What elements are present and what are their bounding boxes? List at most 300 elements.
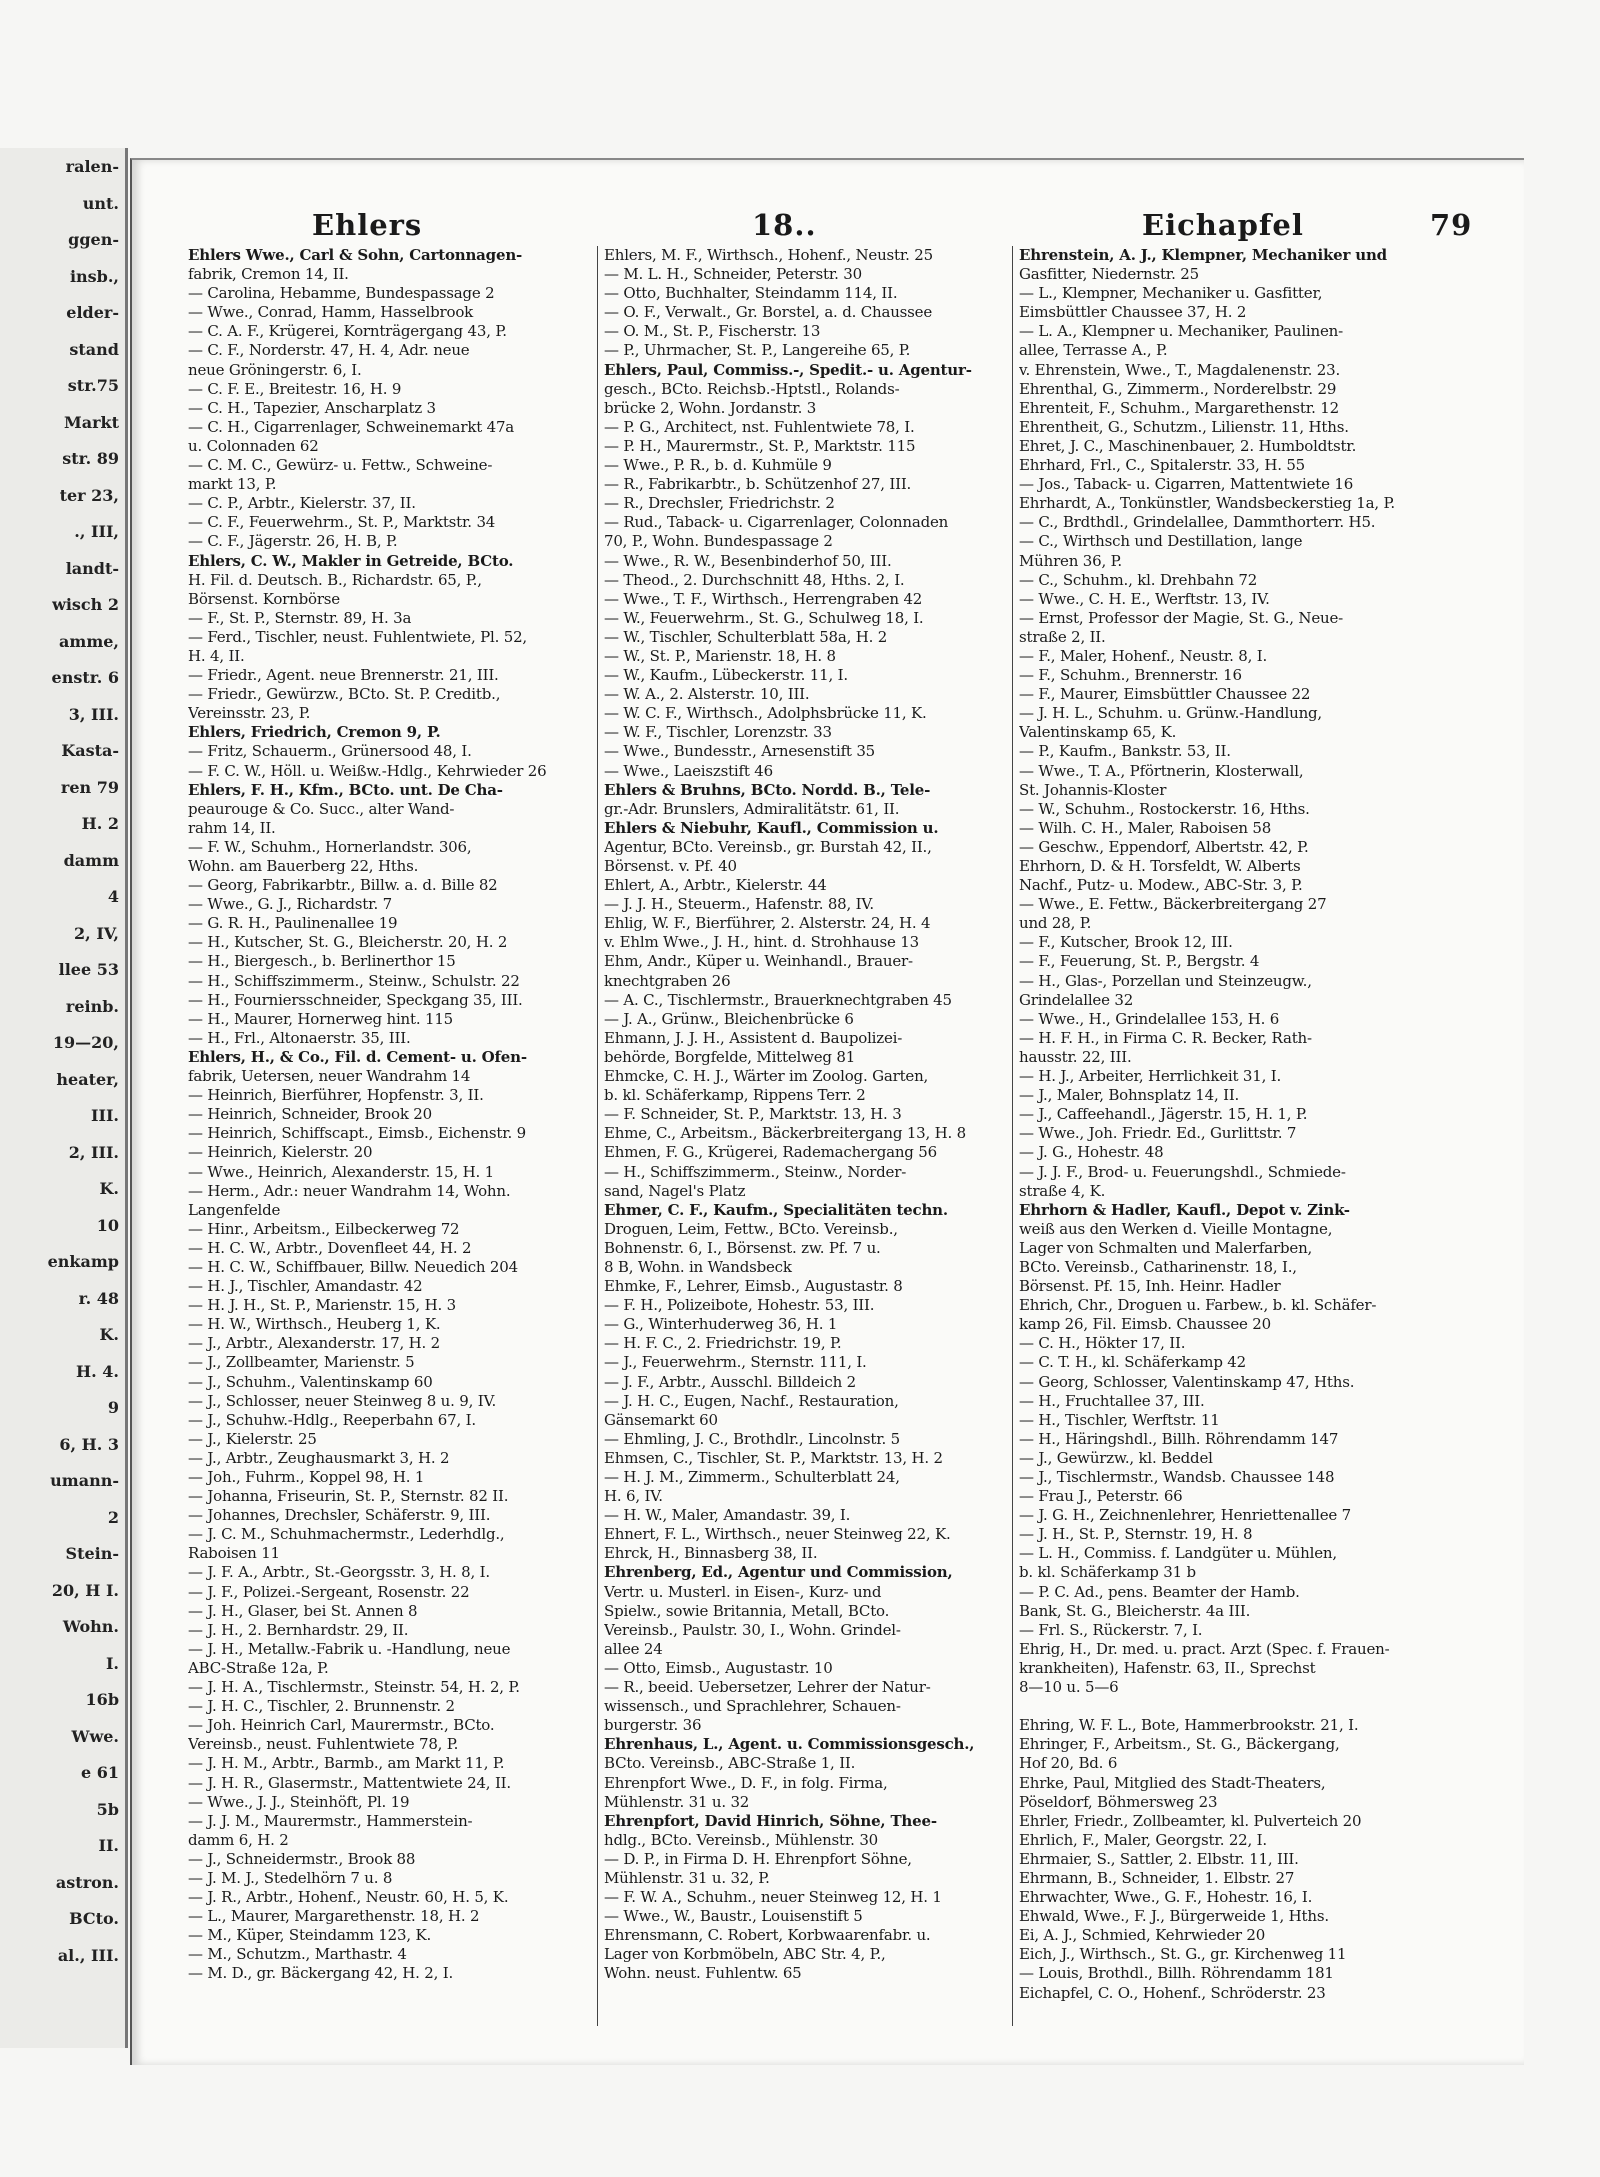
left-page-fragment: H. 4. [76, 1361, 119, 1381]
directory-entry-line: gesch., BCto. Reichsb.-Hptstl., Rolands- [604, 379, 900, 398]
directory-entry-line: — Otto, Eimsb., Augustastr. 10 [604, 1658, 833, 1677]
directory-entry-line: — C. H., Tapezier, Anscharplatz 3 [188, 398, 436, 417]
directory-entry-line: — Georg, Fabrikarbtr., Billw. a. d. Bille 82 [188, 876, 498, 895]
left-page-fragment: r. 48 [78, 1288, 119, 1308]
directory-entry-line: Ehrenstein, A. J., Klempner, Mechaniker und [1019, 246, 1387, 264]
directory-entry-line: — Louis, Brothdl., Billh. Röhrendamm 181 [1019, 1964, 1334, 1983]
left-page-fragment: 4 [107, 887, 119, 906]
directory-entry-line: Börsenst. v. Pf. 40 [604, 857, 737, 875]
directory-entry-line: — H. J., Arbeiter, Herrlichkeit 31, I. [1019, 1067, 1282, 1086]
directory-entry-line: — J., Caffeehandl., Jägerstr. 15, H. 1, P. [1019, 1105, 1308, 1124]
directory-entry-line: — H. F. C., 2. Friedrichstr. 19, P. [604, 1334, 842, 1353]
directory-entry-line: — Friedr., Gewürzw., BCto. St. P. Creditb., [188, 685, 501, 704]
left-page-fragment: 9 [107, 1398, 119, 1417]
left-page-fragment: amme, [59, 631, 119, 651]
directory-column-3 [1019, 246, 1424, 2003]
directory-entry-line: — M., Schutzm., Marthastr. 4 [188, 1945, 407, 1964]
directory-entry-line: Vertr. u. Musterl. in Eisen-, Kurz- und [604, 1582, 882, 1601]
directory-entry-line: — R., beeid. Uebersetzer, Lehrer der Natur- [604, 1678, 931, 1697]
directory-entry-line: — J. H. A., Tischlermstr., Steinstr. 54, H. 2, P. [188, 1678, 520, 1697]
directory-entry-line: — Ernst, Professor der Magie, St. G., Neue- [1019, 608, 1344, 627]
directory-entry-line: — J. H. C., Eugen, Nachf., Restauration, [604, 1391, 899, 1410]
directory-entry-line: — Joh., Fuhrm., Koppel 98, H. 1 [188, 1468, 425, 1486]
directory-entry-line: Ehrler, Friedr., Zollbeamter, kl. Pulverteich 20 [1019, 1811, 1362, 1830]
directory-entry-line: — F., Schuhm., Brennerstr. 16 [1019, 666, 1242, 685]
directory-entry-line: — G., Winterhuderweg 36, H. 1 [604, 1315, 838, 1334]
directory-entry-line: — Wwe., W., Baustr., Louisenstift 5 [604, 1907, 863, 1926]
directory-entry-line: brücke 2, Wohn. Jordanstr. 3 [604, 398, 817, 417]
directory-entry-line: — J., Feuerwehrm., Sternstr. 111, I. [604, 1353, 867, 1372]
directory-entry-line: — L. H., Commiss. f. Landgüter u. Mühlen, [1019, 1544, 1337, 1563]
directory-entry-line: — H., Fourniersschneider, Speckgang 35, III. [188, 990, 523, 1009]
directory-entry-line: — C. H., Cigarrenlager, Schweinemarkt 47a [188, 417, 515, 436]
directory-entry-line: — J., Tischlermstr., Wandsb. Chaussee 148 [1019, 1468, 1335, 1486]
directory-entry-line: — H., Schiffszimmerm., Steinw., Norder- [604, 1162, 907, 1181]
left-page-fragment: 3, III. [68, 704, 119, 724]
directory-entry-line: — H. F. H., in Firma C. R. Becker, Rath- [1019, 1028, 1312, 1047]
left-page-fragment: 16b [85, 1690, 119, 1709]
directory-entry-line: — Wwe., C. H. E., Werftstr. 13, IV. [1019, 589, 1270, 608]
directory-entry-line: Ehret, J. C., Maschinenbauer, 2. Humboldtstr. [1019, 436, 1357, 455]
left-page-fragment: K. [99, 1179, 119, 1198]
directory-entry-line: Ehrig, H., Dr. med. u. pract. Arzt (Spec. f. Frauen- [1019, 1639, 1390, 1658]
directory-entry-line: — C. A. F., Krügerei, Kornträgergang 43, P. [188, 322, 507, 341]
directory-entry-line: Ehrmann, B., Schneider, 1. Elbstr. 27 [1019, 1868, 1295, 1887]
directory-entry-line: Ehmke, F., Lehrer, Eimsb., Augustastr. 8 [604, 1277, 903, 1296]
directory-entry-line: — C. F., Norderstr. 47, H. 4, Adr. neue [188, 341, 470, 360]
directory-entry-line: — W. C. F., Wirthsch., Adolphsbrücke 11, K. [604, 704, 927, 723]
directory-entry-line: Ehrenhaus, L., Agent. u. Commissionsgesch., [604, 1735, 975, 1754]
directory-entry-line: Ehrhorn & Hadler, Kaufl., Depot v. Zink- [1019, 1200, 1350, 1219]
left-page-fragment: I. [105, 1653, 119, 1673]
directory-entry-line: — J. J. H., Steuerm., Hafenstr. 88, IV. [604, 895, 874, 914]
directory-entry-line: Ehrwachter, Wwe., G. F., Hohestr. 16, I. [1019, 1888, 1313, 1907]
directory-entry-line: — Wwe., H., Grindelallee 153, H. 6 [1019, 1009, 1280, 1028]
directory-entry-line: — J. J. M., Maurermstr., Hammerstein- [188, 1811, 473, 1830]
directory-entry-line: — Rud., Taback- u. Cigarrenlager, Colonnaden [604, 513, 949, 532]
directory-entry-line: Agentur, BCto. Vereinsb., gr. Burstah 42, II., [604, 837, 932, 856]
left-page-fragment: enstr. 6 [51, 668, 119, 687]
directory-entry-line: — J. C. M., Schuhmachermstr., Lederhdlg., [188, 1525, 505, 1544]
directory-entry-line: — D. P., in Firma D. H. Ehrenpfort Söhne, [604, 1849, 912, 1868]
directory-entry-line: damm 6, H. 2 [188, 1830, 289, 1849]
directory-entry-line: allee 24 [604, 1639, 663, 1658]
directory-entry-line: 70, P., Wohn. Bundespassage 2 [604, 532, 833, 551]
directory-entry-line: — J., Zollbeamter, Marienstr. 5 [188, 1353, 415, 1372]
directory-entry-line: — F. Schneider, St. P., Marktstr. 13, H. 3 [604, 1105, 902, 1124]
left-page-fragment: Stein- [65, 1544, 119, 1563]
directory-entry-line: Raboisen 11 [188, 1544, 280, 1563]
directory-entry-line: Gasfitter, Niedernstr. 25 [1019, 265, 1199, 284]
directory-entry-line: Pöseldorf, Böhmersweg 23 [1019, 1792, 1218, 1811]
directory-entry-line: — J. H., Glaser, bei St. Annen 8 [188, 1601, 418, 1620]
left-page-fragment: e 61 [80, 1763, 119, 1782]
directory-entry-line: Ehlers, Friedrich, Cremon 9, P. [188, 723, 441, 742]
directory-entry-line: straße 4, K. [1019, 1181, 1106, 1200]
directory-entry-line [1019, 1697, 1424, 1716]
left-page-fragment: astron. [55, 1872, 119, 1892]
directory-entry-line: — J. H., Metallw.-Fabrik u. -Handlung, neue [188, 1639, 511, 1658]
directory-entry-line: — Wwe., G. J., Richardstr. 7 [188, 895, 392, 914]
directory-entry-line: neue Gröningerstr. 6, I. [188, 360, 362, 379]
directory-entry-line: — M. D., gr. Bäckergang 42, H. 2, I. [188, 1964, 454, 1983]
directory-entry-line: — Hinr., Arbeitsm., Eilbeckerweg 72 [188, 1219, 460, 1238]
directory-entry-line: — F., Kutscher, Brook 12, III. [1019, 933, 1233, 952]
directory-entry-line: — H. W., Maler, Amandastr. 39, I. [604, 1506, 851, 1525]
directory-entry-line: — H. W., Wirthsch., Heuberg 1, K. [188, 1315, 441, 1334]
directory-entry-line: allee, Terrasse A., P. [1019, 341, 1168, 360]
directory-entry-line: — H., Maurer, Hornerweg hint. 115 [188, 1009, 454, 1028]
directory-entry-line: weiß aus den Werken d. Vieille Montagne, [1019, 1219, 1333, 1238]
left-page-fragment: K. [99, 1325, 119, 1344]
directory-entry-line: — H., Glas-, Porzellan und Steinzeugw., [1019, 971, 1312, 990]
directory-entry-line: Eichapfel, C. O., Hohenf., Schröderstr. 23 [1019, 1983, 1326, 2002]
left-page-fragment: al., III. [57, 1945, 119, 1965]
directory-entry-line: — J., Schuhm., Valentinskamp 60 [188, 1372, 433, 1391]
left-page-fragment: damm [63, 850, 119, 870]
directory-entry-line: — F., Feuerung, St. P., Bergstr. 4 [1019, 952, 1260, 971]
directory-entry-line: Ehrlich, F., Maler, Georgstr. 22, I. [1019, 1830, 1267, 1849]
directory-entry-line: — H. J. M., Zimmerm., Schulterblatt 24, [604, 1468, 900, 1486]
directory-entry-line: — J., Arbtr., Zeughausmarkt 3, H. 2 [188, 1448, 450, 1467]
left-page-fragment: 2, III. [68, 1142, 119, 1162]
directory-entry-line: — J., Schlosser, neuer Steinweg 8 u. 9, IV. [188, 1391, 497, 1410]
directory-entry-line: Börsenst. Pf. 15, Inh. Heinr. Hadler [1019, 1277, 1281, 1296]
left-page-fragment: enkamp [47, 1252, 119, 1271]
directory-entry-line: — P., Kaufm., Bankstr. 53, II. [1019, 742, 1231, 761]
directory-entry-line: — J., Maler, Bohnsplatz 14, II. [1019, 1086, 1240, 1105]
directory-entry-line: Ehrensmann, C. Robert, Korbwaarenfabr. u. [604, 1926, 931, 1945]
directory-entry-line: Vereinsb., neust. Fuhlentwiete 78, P. [188, 1735, 459, 1754]
column-divider [1012, 246, 1013, 2026]
directory-entry-line: — G. R. H., Paulinenallee 19 [188, 914, 398, 933]
directory-entry-line: — J. G. H., Zeichnenlehrer, Henriettenallee 7 [1019, 1506, 1351, 1525]
left-page-fragment: elder- [66, 303, 119, 322]
left-page-fragment: 5b [96, 1799, 119, 1819]
directory-entry-line: — M., Küper, Steindamm 123, K. [188, 1926, 432, 1945]
directory-entry-line: Ehme, C., Arbeitsm., Bäckerbreitergang 13, H. 8 [604, 1124, 967, 1143]
left-page-fragment: Kasta- [61, 741, 119, 760]
directory-entry-line: — F. W., Schuhm., Hornerlandstr. 306, [188, 837, 472, 856]
directory-entry-line: — H., Schiffszimmerm., Steinw., Schulstr. 22 [188, 971, 520, 990]
directory-entry-line: Spielw., sowie Britannia, Metall, BCto. [604, 1601, 890, 1620]
directory-entry-line: — F., St. P., Sternstr. 89, H. 3a [188, 608, 412, 627]
directory-entry-line: — Geschw., Eppendorf, Albertstr. 42, P. [1019, 837, 1309, 856]
directory-entry-line: Ehrenteit, F., Schuhm., Margarethenstr. 12 [1019, 398, 1339, 417]
column-divider [597, 246, 598, 2026]
left-page-fragment: landt- [65, 558, 119, 578]
directory-entry-line: Ehrke, Paul, Mitglied des Stadt-Theaters, [1019, 1773, 1326, 1792]
directory-entry-line: Börsenst. Kornbörse [188, 589, 340, 608]
directory-entry-line: fabrik, Uetersen, neuer Wandrahm 14 [188, 1067, 471, 1086]
directory-entry-line: — Wwe., J. J., Steinhöft, Pl. 19 [188, 1792, 410, 1811]
directory-entry-line: straße 2, II. [1019, 627, 1106, 646]
directory-entry-line: BCto. Vereinsb., Catharinenstr. 18, I., [1019, 1257, 1297, 1276]
left-page-fragment: 10 [96, 1215, 119, 1235]
directory-entry-line: — Herm., Adr.: neuer Wandrahm 14, Wohn. [188, 1181, 511, 1200]
directory-entry-line: Langenfelde [188, 1200, 281, 1219]
directory-entry-line: Ehlers, M. F., Wirthsch., Hohenf., Neustr. 25 [604, 246, 933, 264]
directory-entry-line: — J. H., St. P., Sternstr. 19, H. 8 [1019, 1525, 1253, 1544]
directory-entry-line: — H. J. H., St. P., Marienstr. 15, H. 3 [188, 1296, 456, 1315]
directory-entry-line: — Wwe., Heinrich, Alexanderstr. 15, H. 1 [188, 1162, 494, 1181]
directory-entry-line: — Wwe., R. W., Besenbinderhof 50, III. [604, 551, 892, 570]
directory-entry-line: — Carolina, Hebamme, Bundespassage 2 [188, 284, 495, 303]
directory-entry-line: b. kl. Schäferkamp, Rippens Terr. 2 [604, 1086, 866, 1105]
left-page-fragment: III. [90, 1106, 119, 1125]
left-page-fragment: umann- [50, 1471, 119, 1490]
directory-entry-line: — Ferd., Tischler, neust. Fuhlentwiete, Pl. 52, [188, 627, 527, 646]
directory-entry-line: Ehmer, C. F., Kaufm., Specialitäten techn. [604, 1200, 948, 1219]
directory-entry-line: BCto. Vereinsb., ABC-Straße 1, II. [604, 1754, 856, 1773]
directory-entry-line: — H., Kutscher, St. G., Bleicherstr. 20, H. 2 [188, 933, 508, 952]
directory-entry-line: 8—10 u. 5—6 [1019, 1678, 1119, 1697]
directory-entry-line: — Heinrich, Schiffscapt., Eimsb., Eichenstr. 9 [188, 1124, 527, 1143]
directory-entry-line: H. Fil. d. Deutsch. B., Richardstr. 65, P., [188, 570, 482, 589]
directory-entry-line: — L. A., Klempner u. Mechaniker, Paulinen- [1019, 322, 1343, 341]
directory-entry-line: — M. L. H., Schneider, Peterstr. 30 [604, 265, 862, 284]
directory-entry-line: Ehrhorn, D. & H. Torsfeldt, W. Alberts [1019, 857, 1301, 875]
header-left-keyword: Ehlers [312, 208, 423, 242]
left-page-fragment: BCto. [69, 1909, 119, 1928]
directory-entry-line: — J. H. C., Tischler, 2. Brunnenstr. 2 [188, 1697, 455, 1716]
directory-entry-line: — A. C., Tischlermstr., Brauerknechtgraben 45 [604, 990, 952, 1009]
directory-entry-line: Eimsbüttler Chaussee 37, H. 2 [1019, 303, 1247, 322]
directory-entry-line: behörde, Borgfelde, Mittelweg 81 [604, 1047, 856, 1066]
directory-entry-line: Ehrck, H., Binnasberg 38, II. [604, 1544, 818, 1563]
directory-entry-line: — W. F., Tischler, Lorenzstr. 33 [604, 723, 832, 742]
directory-entry-line: Ehrhardt, A., Tonkünstler, Wandsbeckerstieg 1a, P. [1019, 494, 1395, 513]
directory-entry-line: — Friedr., Agent. neue Brennerstr. 21, III. [188, 666, 499, 685]
directory-entry-line: — W., Feuerwehrm., St. G., Schulweg 18, I. [604, 608, 924, 627]
directory-entry-line: — Jos., Taback- u. Cigarren, Mattentwiete 16 [1019, 475, 1354, 494]
left-page-fragment: Wwe. [71, 1726, 119, 1746]
left-page-fragment: ren 79 [60, 777, 119, 797]
directory-entry-line: markt 13, P. [188, 475, 277, 494]
directory-entry-line: — P. H., Maurermstr., St. P., Marktstr. 115 [604, 436, 916, 455]
directory-entry-line: sand, Nagel's Platz [604, 1181, 746, 1200]
directory-entry-line: Vereinsstr. 23, P. [188, 704, 311, 723]
directory-entry-line: — Theod., 2. Durchschnitt 48, Hths. 2, I. [604, 570, 905, 589]
directory-entry-line: — F., Maurer, Eimsbüttler Chaussee 22 [1019, 685, 1311, 704]
directory-entry-line: rahm 14, II. [188, 818, 276, 837]
directory-entry-line: — C. P., Arbtr., Kielerstr. 37, II. [188, 494, 416, 513]
directory-entry-line: — Wwe., T. F., Wirthsch., Herrengraben 42 [604, 589, 923, 608]
directory-entry-line: — L., Klempner, Mechaniker u. Gasfitter, [1019, 284, 1323, 303]
directory-entry-line: b. kl. Schäferkamp 31 b [1019, 1563, 1196, 1582]
left-page-fragment: 2 [107, 1507, 119, 1527]
directory-entry-line: — J., Arbtr., Alexanderstr. 17, H. 2 [188, 1334, 440, 1353]
directory-entry-line: krankheiten), Hafenstr. 63, II., Sprechst [1019, 1658, 1316, 1677]
directory-entry-line: Ehlers, F. H., Kfm., BCto. unt. De Cha- [188, 780, 503, 799]
directory-entry-line: hdlg., BCto. Vereinsb., Mühlenstr. 30 [604, 1830, 879, 1849]
directory-entry-line: — Wwe., Joh. Friedr. Ed., Gurlittstr. 7 [1019, 1124, 1297, 1143]
left-page-fragment: 2, IV, [74, 923, 119, 943]
directory-entry-line: — L., Maurer, Margarethenstr. 18, H. 2 [188, 1907, 480, 1926]
directory-entry-line: — C. F. E., Breitestr. 16, H. 9 [188, 379, 402, 398]
directory-entry-line: Ehlig, W. F., Bierführer, 2. Alsterstr. 24, H. 4 [604, 914, 931, 933]
directory-entry-line: peaurouge & Co. Succ., alter Wand- [188, 799, 455, 818]
directory-entry-line: Vereinsb., Paulstr. 30, I., Wohn. Grindel- [604, 1620, 901, 1639]
directory-entry-line: Mühlenstr. 31 u. 32, P. [604, 1868, 770, 1887]
directory-entry-line: — W., Schuhm., Rostockerstr. 16, Hths. [1019, 799, 1310, 818]
directory-entry-line: — H., Fruchtallee 37, III. [1019, 1391, 1205, 1410]
left-page-fragment: insb., [69, 266, 119, 286]
left-page-fragment: heater, [56, 1069, 119, 1089]
directory-entry-line: — C. H., Hökter 17, II. [1019, 1334, 1186, 1353]
directory-entry-line: Mühlenstr. 31 u. 32 [604, 1792, 750, 1811]
directory-entry-line: — C. F., Jägerstr. 26, H. B, P. [188, 532, 398, 551]
directory-entry-line: — P. C. Ad., pens. Beamter der Hamb. [1019, 1582, 1300, 1601]
left-page-fragment: 20, H I. [51, 1580, 119, 1600]
left-page-fragment: unt. [82, 193, 119, 213]
directory-entry-line: Ehring, W. F. L., Bote, Hammerbrookstr. 21, I. [1019, 1716, 1359, 1735]
directory-entry-line: — O. M., St. P., Fischerstr. 13 [604, 322, 821, 341]
directory-entry-line: Ehmen, F. G., Krügerei, Rademachergang 56 [604, 1143, 937, 1162]
directory-entry-line: fabrik, Cremon 14, II. [188, 265, 349, 284]
directory-entry-line: — Heinrich, Kielerstr. 20 [188, 1143, 373, 1162]
directory-entry-line: Ehrmaier, S., Sattler, 2. Elbstr. 11, III. [1019, 1849, 1299, 1868]
directory-entry-line: — J. G., Hohestr. 48 [1019, 1143, 1164, 1162]
directory-entry-line: Ei, A. J., Schmied, Kehrwieder 20 [1019, 1926, 1266, 1945]
directory-entry-line: St. Johannis-Kloster [1019, 780, 1167, 799]
directory-entry-line: — J., Schneidermstr., Brook 88 [188, 1849, 416, 1868]
directory-entry-line: Ehlers & Niebuhr, Kaufl., Commission u. [604, 818, 939, 837]
left-page-fragment: llee 53 [58, 960, 119, 979]
directory-entry-line: — J. F., Arbtr., Ausschl. Billdeich 2 [604, 1372, 856, 1391]
directory-entry-line: Ehlers, Paul, Commiss.-, Spedit.- u. Agentur- [604, 360, 972, 379]
directory-entry-line: Ehrenpfort Wwe., D. F., in folg. Firma, [604, 1773, 888, 1792]
directory-entry-line: v. Ehlm Wwe., J. H., hint. d. Strohhause 13 [604, 933, 919, 952]
directory-entry-line: Droguen, Leim, Fettw., BCto. Vereinsb., [604, 1219, 898, 1238]
directory-entry-line: ABC-Straße 12a, P. [188, 1658, 329, 1677]
directory-entry-line: knechtgraben 26 [604, 971, 731, 990]
directory-entry-line: Hof 20, Bd. 6 [1019, 1754, 1118, 1773]
directory-entry-line: — J. F., Polizei.-Sergeant, Rosenstr. 22 [188, 1582, 470, 1601]
left-page-edge [0, 148, 128, 2048]
directory-entry-line: — J. H. L., Schuhm. u. Grünw.-Handlung, [1019, 704, 1322, 723]
directory-entry-line: — C. M. C., Gewürz- u. Fettw., Schweine- [188, 456, 493, 475]
directory-entry-line: — Wwe., Bundesstr., Arnesenstift 35 [604, 742, 876, 761]
directory-entry-line: Ehmsen, C., Tischler, St. P., Marktstr. 13, H. 2 [604, 1448, 943, 1467]
directory-entry-line: Ehrenberg, Ed., Agentur und Commission, [604, 1563, 953, 1582]
left-page-fragment: 6, H. 3 [59, 1434, 119, 1454]
directory-entry-line: — J., Gewürzw., kl. Beddel [1019, 1448, 1213, 1467]
directory-entry-line: — J. H. M., Arbtr., Barmb., am Markt 11, P. [188, 1754, 505, 1773]
directory-entry-line: — C., Schuhm., kl. Drehbahn 72 [1019, 570, 1258, 589]
directory-entry-line: Eich, J., Wirthsch., St. G., gr. Kirchenweg 11 [1019, 1945, 1347, 1964]
directory-entry-line: — Johanna, Friseurin, St. P., Sternstr. 82 II. [188, 1487, 509, 1506]
directory-entry-line: — J., Schuhw.-Hdlg., Reeperbahn 67, I. [188, 1410, 476, 1429]
directory-entry-line: — R., Drechsler, Friedrichstr. 2 [604, 494, 835, 513]
directory-entry-line: Ehmann, J. J. H., Assistent d. Baupolizei- [604, 1028, 903, 1047]
left-page-fragment: ter 23, [59, 485, 119, 505]
directory-entry-line: — C., Brdthdl., Grindelallee, Dammthorterr. H5. [1019, 513, 1376, 532]
left-page-fragment: Wohn. [62, 1617, 119, 1636]
directory-entry-line: Lager von Korbmöbeln, ABC Str. 4, P., [604, 1945, 886, 1964]
directory-entry-line: — Ehmling, J. C., Brothdlr., Lincolnstr. 5 [604, 1429, 901, 1448]
directory-entry-line: 8 B, Wohn. in Wandsbeck [604, 1257, 792, 1276]
directory-entry-line: — W. A., 2. Alsterstr. 10, III. [604, 685, 810, 704]
directory-entry-line: — W., Tischler, Schulterblatt 58a, H. 2 [604, 627, 888, 646]
directory-entry-line: — Frau J., Peterstr. 66 [1019, 1487, 1183, 1506]
left-page-fragment: stand [69, 339, 119, 359]
directory-entry-line: Valentinskamp 65, K. [1019, 723, 1177, 742]
directory-entry-line: Ehrenpfort, David Hinrich, Söhne, Thee- [604, 1811, 937, 1830]
directory-entry-line: — C. T. H., kl. Schäferkamp 42 [1019, 1353, 1246, 1372]
directory-entry-line: Bank, St. G., Bleicherstr. 4a III. [1019, 1601, 1251, 1620]
left-page-fragment: ., III, [74, 522, 119, 541]
directory-entry-line: — Wwe., T. A., Pförtnerin, Klosterwall, [1019, 761, 1304, 780]
directory-entry-line: — O. F., Verwalt., Gr. Borstel, a. d. Chaussee [604, 303, 933, 322]
directory-entry-line: — Joh. Heinrich Carl, Maurermstr., BCto. [188, 1716, 495, 1735]
directory-entry-line: Ehlers Wwe., Carl & Sohn, Cartonnagen- [188, 246, 523, 264]
directory-entry-line: H. 4, II. [188, 646, 245, 665]
directory-entry-line: — J. F. A., Arbtr., St.-Georgsstr. 3, H. 8, I. [188, 1563, 490, 1582]
directory-entry-line: kamp 26, Fil. Eimsb. Chaussee 20 [1019, 1315, 1271, 1334]
directory-entry-line: — Georg, Schlosser, Valentinskamp 47, Hths. [1019, 1372, 1355, 1391]
directory-entry-line: Nachf., Putz- u. Modew., ABC-Str. 3, P. [1019, 876, 1303, 895]
left-page-fragment: ggen- [68, 230, 119, 249]
directory-entry-line: Wohn. neust. Fuhlentw. 65 [604, 1964, 802, 1983]
directory-entry-line: wissensch., und Sprachlehrer, Schauen- [604, 1697, 901, 1716]
directory-entry-line: Ehlers & Bruhns, BCto. Nordd. B., Tele- [604, 780, 931, 799]
directory-entry-line: — W., St. P., Marienstr. 18, H. 8 [604, 646, 836, 665]
directory-entry-line: und 28, P. [1019, 914, 1092, 933]
directory-entry-line: Ehlers, C. W., Makler in Getreide, BCto. [188, 551, 514, 570]
directory-entry-line: — J. M. J., Stedelhörn 7 u. 8 [188, 1868, 393, 1887]
directory-entry-line: — Wwe., P. R., b. d. Kuhmüle 9 [604, 456, 832, 475]
directory-entry-line: Ehrich, Chr., Droguen u. Farbew., b. kl. Schäfer- [1019, 1296, 1377, 1315]
directory-entry-line: — Heinrich, Schneider, Brook 20 [188, 1105, 432, 1124]
directory-entry-line: gr.-Adr. Brunslers, Admiralitätstr. 61, II. [604, 799, 900, 818]
directory-entry-line: burgerstr. 36 [604, 1716, 702, 1735]
directory-entry-line: — P. G., Architect, nst. Fuhlentwiete 78, I. [604, 417, 915, 436]
directory-entry-line: — R., Fabrikarbtr., b. Schützenhof 27, III. [604, 475, 912, 494]
directory-entry-line: Ehwald, Wwe., F. J., Bürgerweide 1, Hths. [1019, 1907, 1329, 1926]
directory-entry-line: — J. H., 2. Bernhardstr. 29, II. [188, 1620, 409, 1639]
directory-entry-line: Mühren 36, P. [1019, 551, 1123, 570]
directory-entry-line: — J., Kielerstr. 25 [188, 1429, 317, 1448]
directory-entry-line: — C., Wirthsch und Destillation, lange [1019, 532, 1303, 551]
directory-entry-line: — Johannes, Drechsler, Schäferstr. 9, III. [188, 1506, 491, 1525]
directory-entry-line: Ehm, Andr., Küper u. Weinhandl., Brauer- [604, 952, 913, 971]
left-page-fragment: str.75 [67, 376, 119, 395]
directory-entry-line: — Wwe., Conrad, Hamm, Hasselbrook [188, 303, 474, 322]
directory-entry-line: — F. W. A., Schuhm., neuer Steinweg 12, H. 1 [604, 1888, 942, 1907]
directory-entry-line: Gänsemarkt 60 [604, 1410, 718, 1429]
directory-entry-line: — H., Frl., Altonaerstr. 35, III. [188, 1028, 411, 1047]
page-number: 79 [1430, 208, 1473, 242]
directory-entry-line: — H. J., Tischler, Amandastr. 42 [188, 1277, 423, 1296]
directory-entry-line: — Wilh. C. H., Maler, Raboisen 58 [1019, 818, 1272, 837]
directory-entry-line: — H., Häringshdl., Billh. Röhrendamm 147 [1019, 1429, 1339, 1448]
left-page-fragment: H. 2 [81, 814, 119, 833]
directory-entry-line: — J. R., Arbtr., Hohenf., Neustr. 60, H. 5, K. [188, 1888, 509, 1907]
directory-entry-line: Ehlers, H., & Co., Fil. d. Cement- u. Ofen- [188, 1047, 527, 1066]
directory-entry-line: — C. F., Feuerwehrm., St. P., Marktstr. 34 [188, 513, 496, 532]
left-page-fragment: ralen- [65, 157, 119, 176]
directory-entry-line: — Heinrich, Bierführer, Hopfenstr. 3, II. [188, 1086, 484, 1105]
left-page-fragment: Markt [64, 412, 119, 432]
directory-page [130, 158, 1524, 2065]
directory-entry-line: Ehrenthal, G., Zimmerm., Norderelbstr. 29 [1019, 379, 1337, 398]
directory-entry-line: Ehringer, F., Arbeitsm., St. G., Bäckergang, [1019, 1735, 1340, 1754]
directory-entry-line: Grindelallee 32 [1019, 990, 1134, 1009]
directory-entry-line: — Fritz, Schauerm., Grünersood 48, I. [188, 742, 472, 761]
left-page-fragment: wisch 2 [52, 595, 119, 614]
directory-entry-line: — Wwe., E. Fettw., Bäckerbreitergang 27 [1019, 895, 1327, 914]
